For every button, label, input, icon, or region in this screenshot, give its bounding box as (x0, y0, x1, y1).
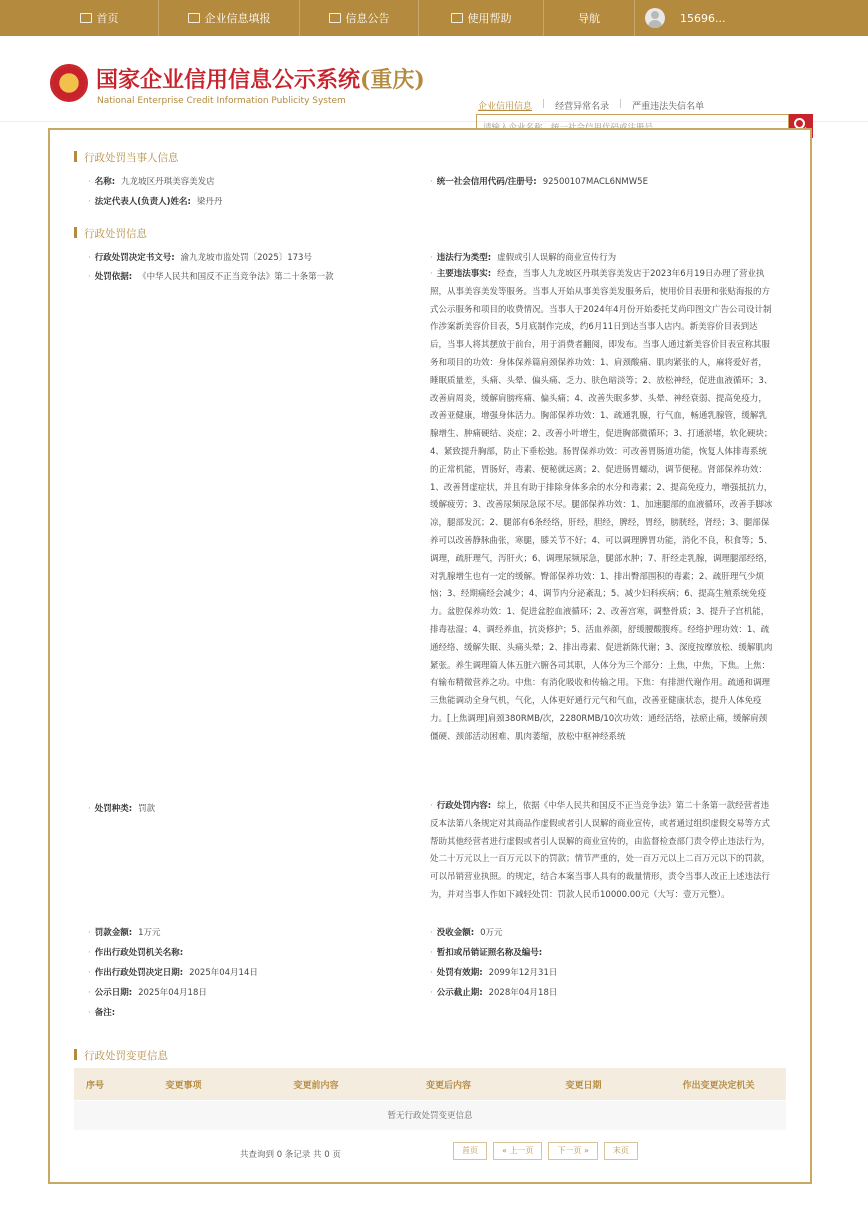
tab-serious-violation[interactable]: 严重违法失信名单 (632, 102, 705, 112)
legal-rep-label: 法定代表人(负责人)姓名: (94, 197, 191, 207)
tab-divider: | (619, 99, 623, 109)
legal-rep-value: 梁丹丹 (196, 197, 223, 207)
valid-period-value: 2099年12月31日 (488, 968, 558, 978)
confiscate-amount-label: 没收金额: (436, 928, 475, 938)
confiscate-amount-value: 0万元 (480, 928, 503, 938)
nav-guide-label: 导航 (578, 12, 600, 25)
license-suspend-field: · 暂扣或吊销证照名称及编号: (430, 948, 543, 958)
col-header-authority: 作出变更决定机关 (682, 1080, 755, 1091)
change-table-header (74, 1068, 786, 1100)
penalty-kind-value: 罚款 (138, 804, 156, 814)
party-name-field: · 名称: 九龙坡区丹琪美容美发店 (88, 177, 215, 187)
credit-code-field: · 统一社会信用代码/注册号: 92500107MACL6NMW5E (430, 177, 648, 187)
prev-page-button[interactable]: « 上一页 (493, 1142, 542, 1160)
penalty-kind-label: 处罚种类: (94, 804, 133, 814)
last-page-button[interactable]: 末页 (604, 1142, 638, 1160)
violation-facts-value: 经查，当事人九龙坡区丹琪美容美发店于2023年6月19日办理了营业执照，从事美容美发等服务。当事人开始从事美容美发服务后，使用价目表册和张贴海报的方式公示服务和项目的收费情况。当事人于2024年4月份开始委托艾尚印图文广告公司设计制作涉案新美容价目表，5月底制作完成，约6月11日到达当事人店内。新美容价目表到达后，当事人将其摆放于前台，用于消费者翻阅，即发布。当事人通过新美容价目表宣称其服务和项目的功效：身体保养篇肩颈保养功效：1、肩颈酸痛、肌肉紧张的人，麻将爱好者，睡眠质量差，头痛、头晕、偏头痛、乏力、肤色暗淡等；2、放松神经，促进血液循环；3、改善肩周炎，缓解肩膀疼痛、偏头痛；4、改善失眠多梦、头晕、神经衰弱、提高免疫力，改善亚健康，增强身体活力。胸部保养功效：1、疏通乳腺，行气血，畅通乳腺管，缓解乳腺增生、肿痛硬结、炎症；2、改善小叶增生，促进胸部微循环；3、打通淤堵，软化硬块；4、紧致提升胸部，防止下垂松弛。肠胃保养功效：可改善胃肠道功能，恢复人体排毒系统的正常机能，胃肠好，毒素、便秘就远离；2、促进肠胃蠕动，调节便秘。肾部保养功效：1、改善肾虚症状，并且有助于排除身体多余的水分和毒素；2、提高免疫力，增强抵抗力，缓解疲劳；3、改善尿频尿急尿不尽。腿部保养功效：1、加速腿部的血液循环，改善手脚冰凉，腿部发沉；2、腿部有6条经络，肝经，胆经，脾经，胃经，膀胱经，肾经；3、腿部保养可以改善静脉曲张，寒腿，膝关节不好；4、可以调理脾胃功能，消化不良，积食等；5、调理，疏肝理气，泻肝火；6、调理尿频尿急，腿部水肿；7、肝经走乳腺，调理腿部经络，对乳腺增生也有一定的缓解。臀部保养功效：1、排出臀部围积的毒素；2、疏肝理气少烦恼；3、经期痛经会减少；4、调节内分泌紊乱；5、减少妇科疾病；6、提高生殖系统免疫力。盆腔保养功效：1、促进盆腔血液循环；2、改善宫寒，调整骨质；3、提升子宫机能，排毒祛湿；4、调经养血，抗炎修护；5、活血养颜，舒缓腰酸腹疼。经络护理功效：1、疏通经络、缓解失眠、头痛头晕；2、排出毒素、促进新陈代谢；3、深度按摩放松、缓解肌肉紧张。养生调理篇人体五脏六腑各司其职，人体分为三个部分：上焦，中焦，下焦。上焦：有输布精微营养之功。中焦：有消化吸收和传输之用。下焦：有排泄代谢作用。疏通和调理三焦能调动全身气机，气化，人体更好通行元气和气血，改善亚健康状态，提升人体免疫力。[上焦调理]肩颈380RMB/次，2280RMB/10次功效：通经活络，祛瘀止痛，缓解肩颈僵硬、颈部活动困难、肌肉萎缩，放松中枢神经系统 (430, 269, 773, 742)
nav-enterprise-fill[interactable] (159, 0, 299, 36)
nav-home-label: 首页 (96, 12, 119, 25)
valid-period-label: 处罚有效期: (436, 968, 483, 978)
nav-notice-label: 信息公告 (345, 12, 390, 25)
nav-user[interactable] (635, 0, 785, 36)
doc-number-value: 渝九龙坡市监处罚〔2025〕173号 (180, 253, 312, 263)
site-title-main: 国家企业信用信息公示系统 (96, 67, 361, 93)
violation-facts-label: 主要违法事实: (436, 269, 492, 279)
violation-type-label: 违法行为类型: (436, 253, 492, 263)
col-header-index: 序号 (85, 1080, 104, 1091)
pagination (453, 1142, 638, 1160)
fine-amount-value: 1万元 (138, 928, 161, 938)
next-page-button[interactable]: 下一页 » (548, 1142, 597, 1160)
doc-number-field: · 行政处罚决定书文号: 渝九龙坡市监处罚〔2025〕173号 (88, 253, 312, 263)
publish-date-field: · 公示日期: 2025年04月18日 (88, 988, 207, 998)
party-name-label: 名称: (94, 177, 116, 187)
violation-type-field: · 违法行为类型: 虚假或引人误解的商业宣传行为 (430, 253, 617, 263)
publish-date-value: 2025年04月18日 (138, 988, 207, 998)
section-title-party: 行政处罚当事人信息 (74, 150, 179, 165)
document-icon (329, 13, 341, 23)
section-title-change: 行政处罚变更信息 (74, 1048, 168, 1063)
national-emblem-icon (50, 64, 88, 102)
decision-date-field: · 作出行政处罚决定日期: 2025年04月14日 (88, 968, 258, 978)
publish-date-label: 公示日期: (94, 988, 133, 998)
tab-divider: | (542, 99, 546, 109)
decision-date-label: 作出行政处罚决定日期: (94, 968, 184, 978)
nav-help[interactable] (419, 0, 543, 36)
fine-amount-label: 罚款金额: (94, 928, 133, 938)
penalty-content-label: 行政处罚内容: (436, 801, 492, 811)
col-header-date: 变更日期 (565, 1080, 602, 1091)
remark-label: 备注: (94, 1008, 116, 1018)
tab-credit-info[interactable]: 企业信用信息 (478, 102, 533, 112)
col-header-before: 变更前内容 (293, 1080, 339, 1091)
change-table-empty: 暂无行政处罚变更信息 (74, 1100, 786, 1130)
penalty-content-field: · 行政处罚内容: 综上，依据《中华人民共和国反不正当竞争法》第二十条第一款经营者违反本法第八条规定对其商品作虚假或者引人误解的商业宣传，或者通过组织虚假交易等方式帮助其他经营者进行虚假或者引人误解的商业宣传的，由监督检查部门责令停止违法行为，处二十万元以上一百万元以下的罚款；情节严重的，处一百万元以上二百万元以下的罚款，可以吊销营业执照。的规定，结合本案当事人具有的裁量情形，责令当事人改正上述违法行为，并对当事人作如下减轻处罚：罚款人民币10000.00元（大写：壹万元整）。 (430, 801, 771, 900)
change-table (74, 1068, 786, 1130)
tab-abnormal-list[interactable]: 经营异常名录 (555, 102, 610, 112)
nav-guide[interactable] (544, 0, 634, 36)
nav-user-label: 15696... (680, 11, 726, 25)
legal-rep-field: · 法定代表人(负责人)姓名: 梁丹丹 (88, 197, 223, 207)
avatar-icon (645, 8, 665, 28)
credit-code-label: 统一社会信用代码/注册号: (436, 177, 537, 187)
remark-field: · 备注: (88, 1008, 116, 1018)
party-name-value: 九龙坡区丹琪美容美发店 (121, 177, 215, 187)
penalty-basis-label: 处罚依据: (94, 272, 133, 282)
penalty-content-value: 综上，依据《中华人民共和国反不正当竞争法》第二十条第一款经营者违反本法第八条规定对其商品作虚假或者引人误解的商业宣传，或者通过组织虚假交易等方式帮助其他经营者进行虚假或者引人误解的商业宣传的，由监督检查部门责令停止违法行为，处二十万元以上一百万元以下的罚款；情节严重的，处一百万元以上二百万元以下的罚款，可以吊销营业执照。的规定，结合本案当事人具有的裁量情形，责令当事人改正上述违法行为，并对当事人作如下减轻处罚：罚款人民币10000.00元（大写：壹万元整）。 (430, 801, 771, 900)
license-suspend-label: 暂扣或吊销证照名称及编号: (436, 948, 543, 958)
penalty-detail-card (48, 128, 812, 1184)
doc-number-label: 行政处罚决定书文号: (94, 253, 175, 263)
section-title-penalty: 行政处罚信息 (74, 226, 147, 241)
violation-facts-field: · 主要违法事实: 经查，当事人九龙坡区丹琪美容美发店于2023年6月19日办理了营业执照，从事美容美发等服务。当事人开始从事美容美发服务后，使用价目表册和张贴海报的方式公示服务和项目的收费情况。当事人于2024年4月份开始委托艾尚印图文广告公司设计制作涉案新美容价目表，5月底制作完成，约6月11日到达当事人店内。新美容价目表到达后，当事人将其摆放于前台，用于消费者翻阅，即发布。当事人通过新美容价目表宣称其服务和项目的功效：身体保养篇肩颈保养功效：1、肩颈酸痛、肌肉紧张的人，麻将爱好者，睡眠质量差，头痛、头晕、偏头痛、乏力、肤色暗淡等；2、放松神经，促进血液循环；3、改善肩周炎，缓解肩膀疼痛、偏头痛；4、改善失眠多梦、头晕、神经衰弱、提高免疫力，改善亚健康，增强身体活力。胸部保养功效：1、疏通乳腺，行气血，畅通乳腺管，缓解乳腺增生、肿痛硬结、炎症；2、改善小叶增生，促进胸部微循环；3、打通淤堵，软化硬块；4、紧致提升胸部，防止下垂松弛。肠胃保养功效：可改善胃肠道功能，恢复人体排毒系统的正常机能，胃肠好，毒素、便秘就远离；2、促进肠胃蠕动，调节便秘。肾部保养功效：1、改善肾虚症状，并且有助于排除身体多余的水分和毒素；2、提高免疫力，增强抵抗力，缓解疲劳；3、改善尿频尿急尿不尽。腿部保养功效：1、加速腿部的血液循环，改善手脚冰凉，腿部发沉；2、腿部有6条经络，肝经，胆经，脾经，胃经，膀胱经，肾经；3、腿部保养可以改善静脉曲张，寒腿，膝关节不好；4、可以调理脾胃功能，消化不良，积食等；5、调理，疏肝理气，泻肝火；6、调理尿频尿急，腿部水肿；7、肝经走乳腺，调理腿部经络，对乳腺增生也有一定的缓解。臀部保养功效：1、排出臀部围积的毒素；2、疏肝理气少烦恼；3、经期痛经会减少；4、调节内分泌紊乱；5、减少妇科疾病；6、提高生殖系统免疫力。盆腔保养功效：1、促进盆腔血液循环；2、改善宫寒，调整骨质；3、提升子宫机能，排毒祛湿；4、调经养血，抗炎修护；5、活血养颜，舒缓腰酸腹疼。经络护理功效：1、疏通经络、缓解失眠、头痛头晕；2、排出毒素、促进新陈代谢；3、深度按摩放松、缓解肌肉紧张。养生调理篇人体五脏六腑各司其职，人体分为三个部分：上焦，中焦，下焦。上焦：有输布精微营养之功。中焦：有消化吸收和传输之用。下焦：有排泄代谢作用。疏通和调理三焦能调动全身气机，气化，人体更好通行元气和气血，改善亚健康状态，提升人体免疫力。[上焦调理]肩颈380RMB/次，2280RMB/10次功效：通经活络，祛瘀止痛，缓解肩颈僵硬、颈部活动困难、肌肉萎缩，放松中枢神经系统 (430, 269, 773, 742)
pagination-info: 共查询到 0 条记录 共 0 页 (240, 1150, 341, 1160)
site-title (96, 63, 425, 94)
penalty-basis-value: 《中华人民共和国反不正当竞争法》第二十条第一款 (138, 272, 334, 282)
site-subtitle: National Enterprise Credit Information Publicity System (97, 96, 346, 106)
penalty-basis-field: · 处罚依据: 《中华人民共和国反不正当竞争法》第二十条第一款 (88, 272, 334, 282)
decision-date-value: 2025年04月14日 (189, 968, 258, 978)
fine-amount-field: · 罚款金额: 1万元 (88, 928, 161, 938)
site-title-city: (重庆) (360, 67, 425, 93)
first-page-button[interactable]: 首页 (453, 1142, 487, 1160)
credit-code-value: 92500107MACL6NMW5E (542, 177, 648, 187)
top-nav (0, 0, 868, 36)
nav-help-label: 使用帮助 (467, 12, 512, 25)
search-tabs (478, 99, 704, 112)
valid-period-field: · 处罚有效期: 2099年12月31日 (430, 968, 558, 978)
col-header-after: 变更后内容 (425, 1080, 471, 1091)
violation-type-value: 虚假或引人误解的商业宣传行为 (497, 253, 617, 263)
speaker-icon (451, 13, 463, 23)
publish-deadline-value: 2028年04月18日 (488, 988, 558, 998)
site-header (0, 36, 868, 122)
nav-notice[interactable] (300, 0, 418, 36)
penalty-kind-field: · 处罚种类: 罚款 (88, 804, 156, 814)
publish-deadline-label: 公示截止期: (436, 988, 483, 998)
authority-field: · 作出行政处罚机关名称: (88, 948, 184, 958)
publish-deadline-field: · 公示截止期: 2028年04月18日 (430, 988, 558, 998)
confiscate-amount-field: · 没收金额: 0万元 (430, 928, 503, 938)
nav-enterprise-fill-label: 企业信息填报 (204, 12, 271, 25)
col-header-item: 变更事项 (165, 1080, 202, 1091)
monitor-icon (80, 13, 92, 23)
nav-home[interactable] (40, 0, 158, 36)
authority-label: 作出行政处罚机关名称: (94, 948, 184, 958)
edit-icon (188, 13, 200, 23)
